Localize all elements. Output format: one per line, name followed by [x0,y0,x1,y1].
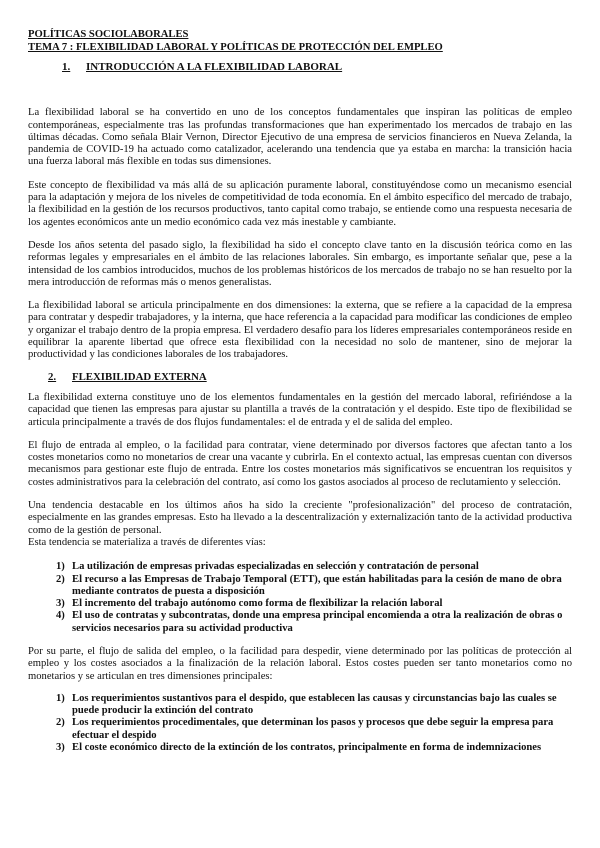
list-number: 2) [56,717,65,729]
list-number: 3) [56,742,65,754]
section-2-title: FLEXIBILIDAD EXTERNA [72,370,207,383]
list-item [46,693,572,718]
section-1-heading [62,61,572,73]
contracting-channels-list [46,561,572,635]
section-1-title: INTRODUCCIÓN A LA FLEXIBILIDAD LABORAL [86,61,343,73]
list-number: 4) [56,610,65,622]
list-item-text: Los requerimientos procedimentales, que determinan los pasos y procesos que debe seguir la empresa para efectuar el despido [72,717,554,741]
list-item-text: El recurso a las Empresas de Trabajo Temporal (ETT), que están habilitadas para la cesión de mano de obra mediante contratos de puesta a disposición [72,573,562,597]
paragraph: Este concepto de flexibilidad va más allá de su aplicación puramente laboral, constituyéndose como un mecanismo esencial para la adaptación y mejora de los niveles de competitividad de toda economía. En el ámbito específico del mercado de trabajo, la flexibilidad en la gestión de los recursos productivos, tanto capital como trabajo, se entiende como una respuesta necesaria de los agentes económicos ante un medio económico cada vez más inestable y cambiante. [28,179,572,228]
section-2-heading [48,371,572,383]
paragraph: Por su parte, el flujo de salida del empleo, o la facilidad para despedir, viene determinado por las políticas de protección al empleo y los costes asociados a la finalización de la relación laboral. Estos costes pueden ser tanto monetarios como no monetarios y se articulan en tres dimensiones principales: [28,645,572,682]
paragraph: Esta tendencia se materializa a través de diferentes vías: [28,536,266,548]
list-item-text: Los requerimientos sustantivos para el despido, que establecen las causas y circunstancias bajo las cuales se puede producir la extinción del contrato [72,692,557,717]
paragraph: La flexibilidad laboral se articula principalmente en dos dimensiones: la externa, que se refiere a la capacidad de la empresa para contratar y despedir trabajadores, y la interna, que hace referencia a la capacidad para modificar las condiciones de empleo y organizar el trabajo dentro de la propia empresa. El verdadero desafío para los líderes empresariales contemporáneos reside en equilibrar la aparente libertad que ofrece esta flexibilidad con la necesidad no solo de mantener, sino de mejorar la productividad y las condiciones laborales de los trabajadores. [28,300,572,361]
list-item-text: El incremento del trabajo autónomo como forma de flexibilizar la relación laboral [72,598,443,610]
list-item-text: El uso de contratas y subcontratas, donde una empresa principal encomienda a otra la realización de obras o servicios necesarios para su actividad productiva [72,610,563,634]
list-item [46,574,572,599]
list-item [46,742,572,754]
list-number: 2) [56,573,65,585]
list-item-text: La utilización de empresas privadas especializadas en selección y contratación de personal [72,561,479,573]
course-title: POLÍTICAS SOCIOLABORALES [28,29,189,40]
list-item [46,561,572,573]
list-number: 1) [56,692,65,704]
dismissal-costs-list [46,693,572,754]
section-2-number: 2. [48,370,57,383]
list-item [46,610,572,635]
list-number: 3) [56,598,65,610]
topic-title: TEMA 7 : FLEXIBILIDAD LABORAL Y POLÍTICAS DE PROTECCIÓN DEL EMPLEO [28,42,443,53]
list-item [46,598,572,610]
paragraph: Una tendencia destacable en los últimos años ha sido la creciente "profesionalización" del proceso de contratación, especialmente en las grandes empresas. Esto ha llevado a la descentralización y externalización tanto de la actividad productiva como de la gestión de personal. [28,500,572,536]
section-1-number: 1. [62,61,71,73]
list-number: 1) [56,561,65,573]
paragraph: La flexibilidad laboral se ha convertido en uno de los conceptos fundamentales que inspiran las políticas de empleo contemporáneas, especialmente tras las profundas transformaciones que han experimentado los mercados de trabajo en las últimas décadas. Como señala Blair Vernon, Director Ejecutivo de una empresa de servicios financieros en Nueva Zelanda, la pandemia de COVID-19 ha actuado como catalizador, acelerando una tendencia que ya estaba en marcha: la transición hacia una fuerza laboral más flexible en todas sus dimensiones. [28,107,572,168]
list-item-text: El coste económico directo de la extinción de los contratos, principalmente en forma de indemnizaciones [72,742,542,754]
paragraph: El flujo de entrada al empleo, o la facilidad para contratar, viene determinado por diversos factores que afectan tanto a los costes monetarios como no monetarios de crear una vacante y cubrirla. En el contexto actual, las empresas cuentan con diversos mecanismos para gestionar este flujo de entrada. Entre los costes monetarios más significativos se encuentran los requisitos y costes administrativos para la celebración del contrato, así como los gastos asociados al proceso de reclutamiento y selección. [28,439,572,488]
paragraph: Desde los años setenta del pasado siglo, la flexibilidad ha sido el concepto clave tanto en la discusión teórica como en las reformas legales y empresariales en el ámbito de las relaciones laborales. Sin embargo, es importante señalar que, pese a la intensidad de los cambios introducidos, muchos de los problemas históricos de los mercados de trabajo no se han resuelto por la mera introducción de reformas más o menos generalistas. [28,239,572,288]
list-item [46,717,572,742]
paragraph: La flexibilidad externa constituye uno de los elementos fundamentales en la gestión del mercado laboral, refiriéndose a la capacidad que tienen las empresas para ajustar su plantilla a través de la contratación y el despido. Este tipo de flexibilidad se articula principalmente a través de dos flujos fundamentales: el de entrada y el de salida del empleo. [28,391,572,428]
